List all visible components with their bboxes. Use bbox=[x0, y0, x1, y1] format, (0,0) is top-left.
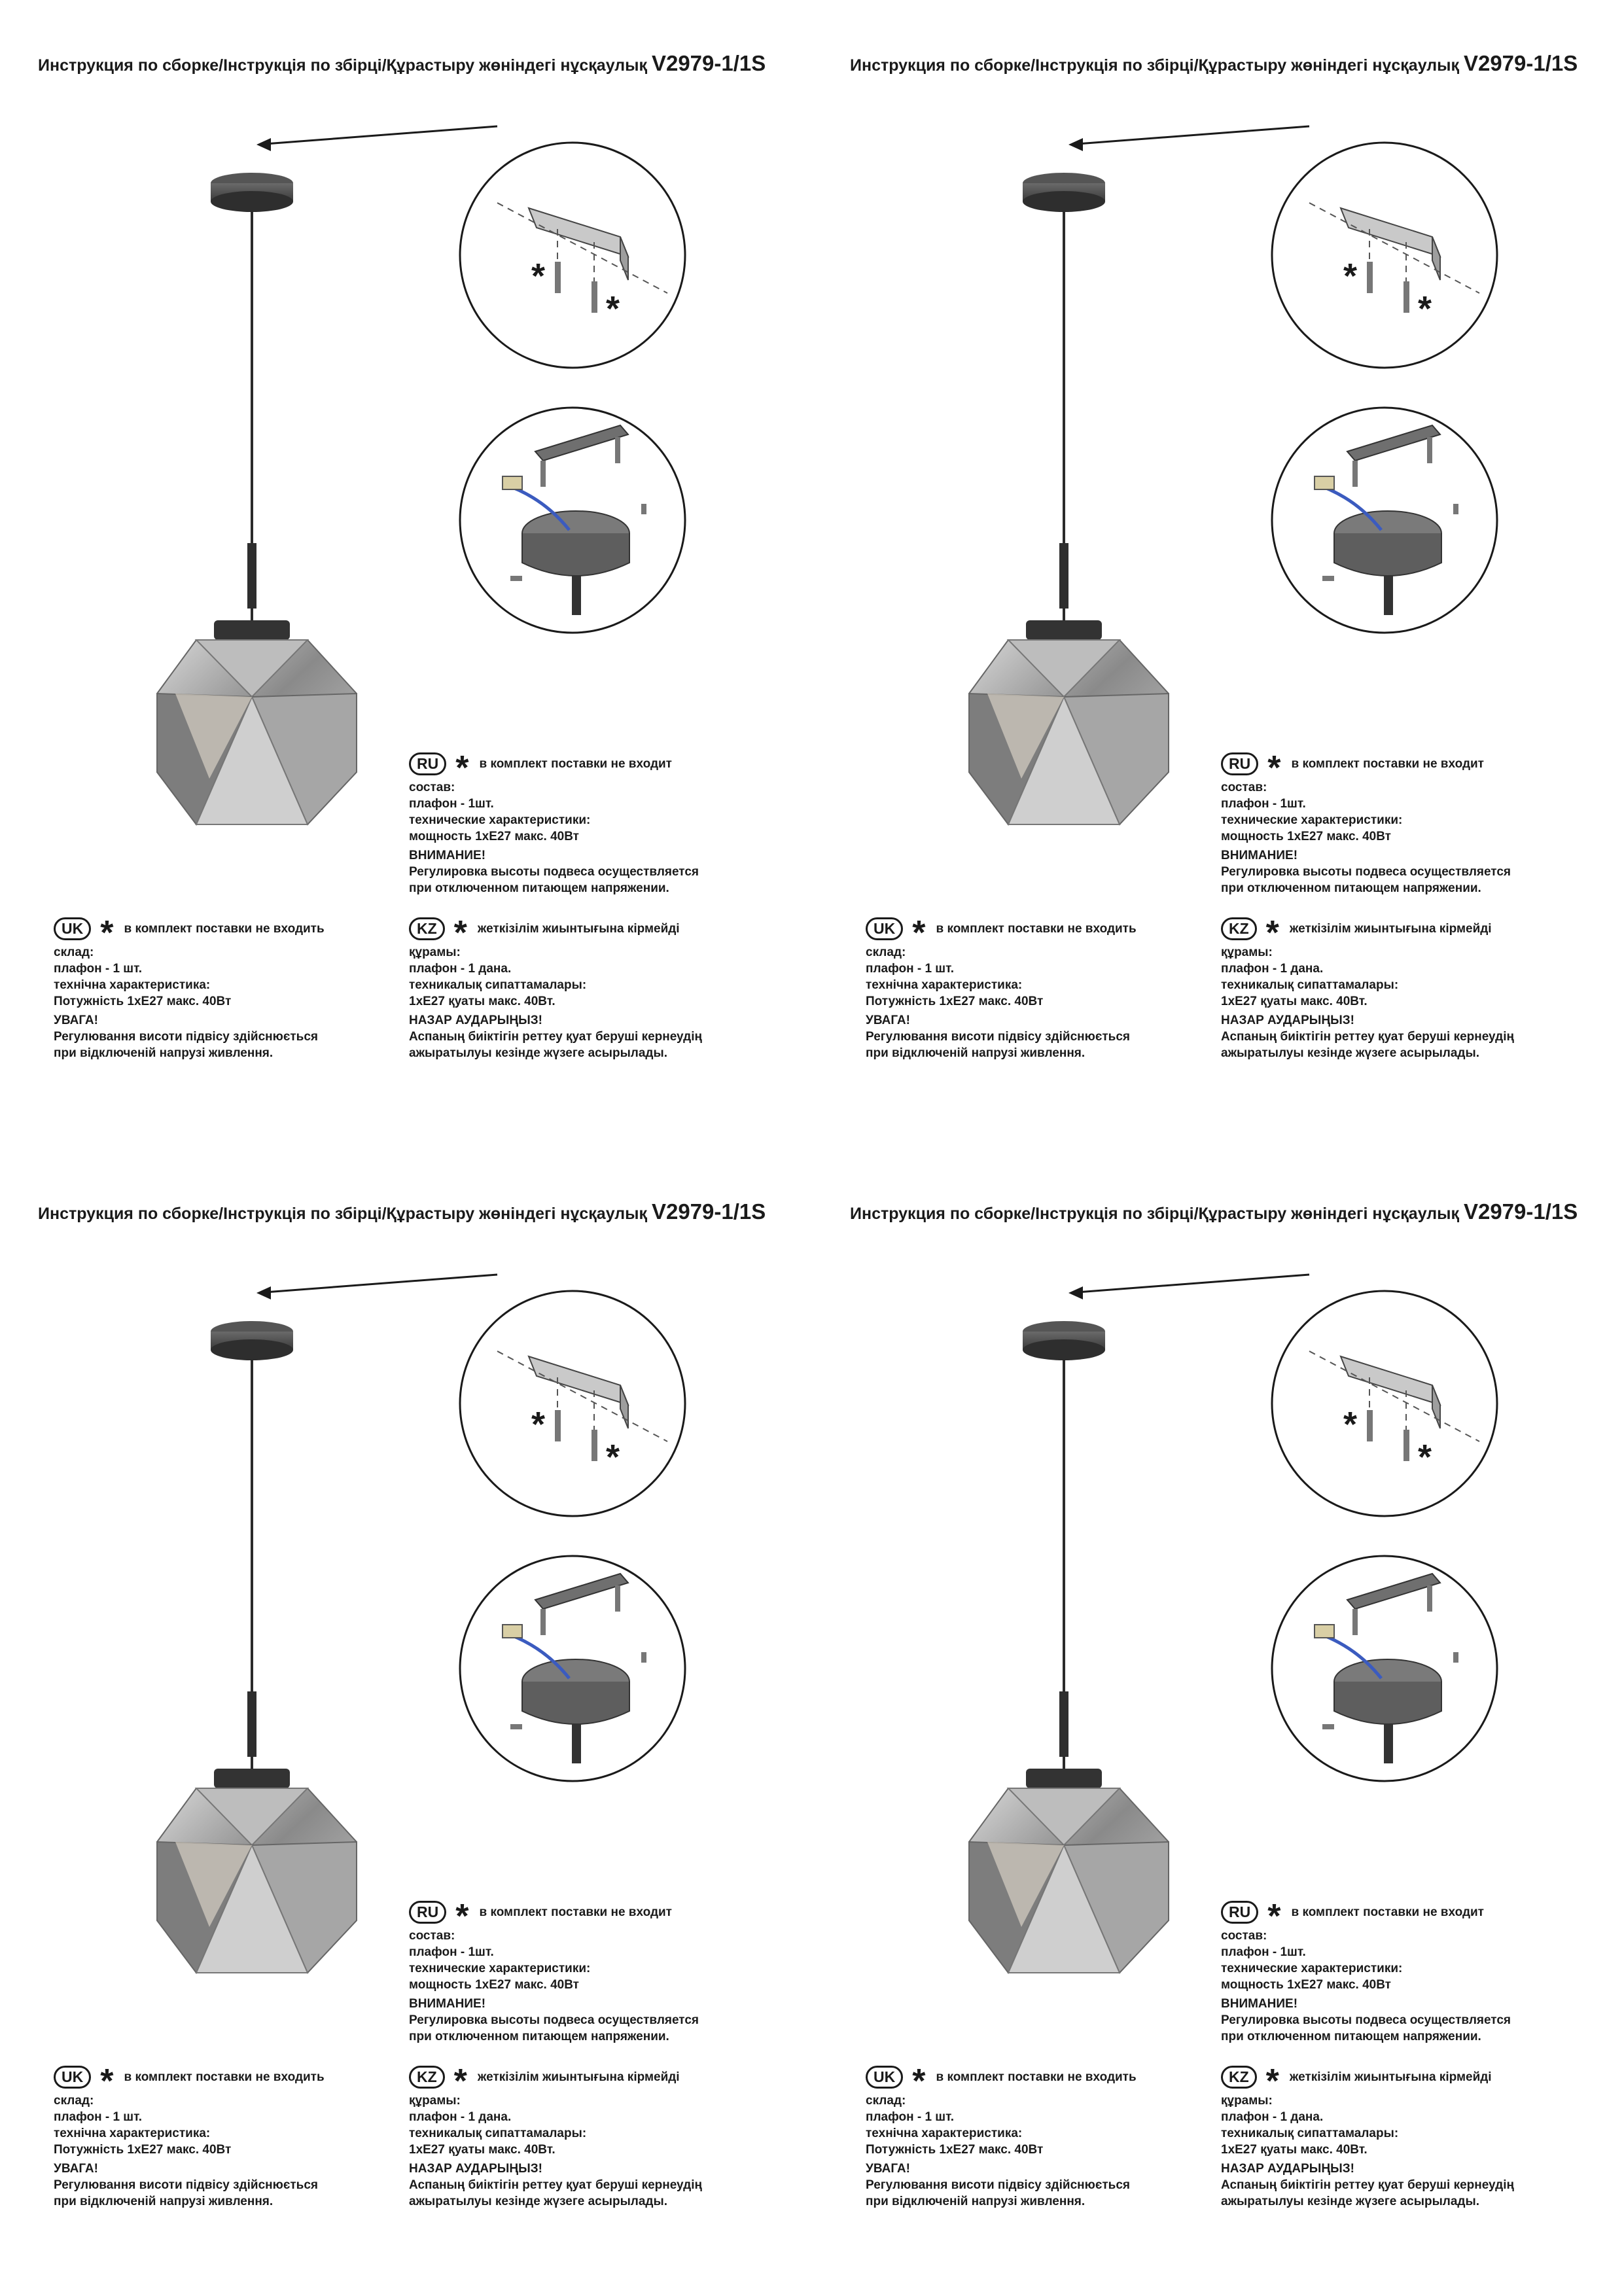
kz-section bbox=[1221, 2062, 1514, 2210]
kz-line: ажыратылуы кезінде жүзеге асырылады. bbox=[1221, 2195, 1479, 2208]
ru-line: плафон - 1шт. bbox=[409, 1945, 494, 1959]
kz-line: плафон - 1 дана. bbox=[1221, 2110, 1324, 2124]
uk-language-badge: UK bbox=[54, 917, 91, 940]
kz-line: Аспаның биіктігін реттеу қуат беруші кернеудің bbox=[409, 1030, 702, 1044]
uk-line: склад: bbox=[54, 945, 94, 959]
kz-line: плафон - 1 дана. bbox=[409, 2110, 512, 2124]
kz-line: ажыратылуы кезінде жүзеге асырылады. bbox=[409, 2195, 667, 2208]
ru-not-included-note: в комплект поставки не входит bbox=[1291, 1905, 1484, 1919]
uk-language-badge: UK bbox=[866, 2066, 903, 2089]
asterisk-icon: * bbox=[455, 1897, 469, 1935]
ru-section bbox=[1221, 749, 1511, 896]
kz-warning: НАЗАР АУДАРЫҢЫЗ! bbox=[1221, 2162, 1354, 2176]
uk-line: технічна характеристика: bbox=[54, 2127, 211, 2140]
uk-section bbox=[54, 2062, 325, 2210]
ru-language-badge: RU bbox=[1221, 1901, 1258, 1924]
asterisk-icon: * bbox=[1267, 1897, 1281, 1935]
instruction-panel-3 bbox=[0, 1148, 812, 2296]
uk-warning: УВАГА! bbox=[54, 1014, 98, 1027]
uk-line: Регулювання висоти підвісу здійснюється bbox=[54, 1030, 318, 1044]
ru-line: Регулировка высоты подвеса осуществляется bbox=[1221, 2013, 1511, 2027]
kz-line: 1хЕ27 қуаты макс. 40Вт. bbox=[1221, 2143, 1368, 2157]
kz-language-badge: KZ bbox=[409, 2066, 445, 2089]
kz-line: ажыратылуы кезінде жүзеге асырылады. bbox=[1221, 1046, 1479, 1060]
ru-line: плафон - 1шт. bbox=[1221, 797, 1306, 811]
uk-line: плафон - 1 шт. bbox=[866, 2110, 955, 2124]
asterisk-icon: * bbox=[912, 2062, 926, 2100]
uk-warning: УВАГА! bbox=[866, 2162, 910, 2176]
ru-language-badge: RU bbox=[409, 1901, 446, 1924]
asterisk-icon: * bbox=[1265, 913, 1279, 952]
title-text: Инструкция по сборке/Інструкція по збірці/Құрастыру жөніндегі нұсқаулық bbox=[850, 1205, 1460, 1223]
ru-line: плафон - 1шт. bbox=[1221, 1945, 1306, 1959]
model-number: V2979-1/1S bbox=[651, 51, 766, 75]
ru-line: Регулировка высоты подвеса осуществляется bbox=[1221, 865, 1511, 879]
kz-language-badge: KZ bbox=[409, 917, 445, 940]
kz-line: құрамы: bbox=[409, 2094, 461, 2108]
model-number: V2979-1/1S bbox=[1463, 1199, 1578, 1224]
kz-warning: НАЗАР АУДАРЫҢЫЗ! bbox=[409, 2162, 542, 2176]
ru-section bbox=[1221, 1897, 1511, 2045]
kz-line: ажыратылуы кезінде жүзеге асырылады. bbox=[409, 1046, 667, 1060]
model-number: V2979-1/1S bbox=[651, 1199, 766, 1224]
instruction-panel-1 bbox=[0, 0, 812, 1148]
uk-line: при відключеній напрузі живлення. bbox=[54, 1046, 274, 1060]
uk-line: плафон - 1 шт. bbox=[866, 962, 955, 976]
ru-language-badge: RU bbox=[1221, 752, 1258, 775]
ru-not-included-note: в комплект поставки не входит bbox=[479, 757, 672, 771]
asterisk-icon: * bbox=[453, 2062, 467, 2100]
ru-line: мощность 1хЕ27 макс. 40Вт bbox=[409, 1978, 579, 1992]
uk-line: склад: bbox=[866, 945, 906, 959]
kz-language-badge: KZ bbox=[1221, 917, 1257, 940]
uk-line: технічна характеристика: bbox=[866, 978, 1023, 992]
kz-line: 1хЕ27 қуаты макс. 40Вт. bbox=[1221, 995, 1368, 1008]
kz-section bbox=[409, 913, 702, 1061]
kz-line: құрамы: bbox=[1221, 945, 1273, 959]
kz-not-included-note: жеткізілім жиынтығына кірмейді bbox=[477, 2070, 680, 2084]
ru-line: при отключенном питающем напряжении. bbox=[1221, 2030, 1481, 2043]
ru-not-included-note: в комплект поставки не входит bbox=[1291, 757, 1484, 771]
uk-line: Потужність 1хЕ27 макс. 40Вт bbox=[54, 2143, 232, 2157]
kz-line: плафон - 1 дана. bbox=[1221, 962, 1324, 976]
uk-line: Регулювання висоти підвісу здійснюється bbox=[866, 2178, 1130, 2192]
ru-line: состав: bbox=[1221, 781, 1267, 794]
kz-line: құрамы: bbox=[1221, 2094, 1273, 2108]
uk-not-included-note: в комплект поставки не входить bbox=[124, 922, 325, 936]
ru-line: технические характеристики: bbox=[409, 1962, 591, 1975]
asterisk-icon: * bbox=[100, 913, 114, 952]
title-text: Инструкция по сборке/Інструкція по збірці/Құрастыру жөніндегі нұсқаулық bbox=[850, 56, 1460, 75]
uk-line: плафон - 1 шт. bbox=[54, 962, 143, 976]
uk-line: при відключеній напрузі живлення. bbox=[54, 2195, 274, 2208]
uk-language-badge: UK bbox=[54, 2066, 91, 2089]
kz-language-badge: KZ bbox=[1221, 2066, 1257, 2089]
uk-warning: УВАГА! bbox=[866, 1014, 910, 1027]
kz-line: құрамы: bbox=[409, 945, 461, 959]
kz-warning: НАЗАР АУДАРЫҢЫЗ! bbox=[409, 1014, 542, 1027]
uk-line: при відключеній напрузі живлення. bbox=[866, 1046, 1086, 1060]
model-number: V2979-1/1S bbox=[1463, 51, 1578, 75]
uk-section bbox=[866, 913, 1137, 1061]
uk-section bbox=[54, 913, 325, 1061]
ru-line: при отключенном питающем напряжении. bbox=[409, 2030, 669, 2043]
ru-not-included-note: в комплект поставки не входит bbox=[479, 1905, 672, 1919]
ru-line: состав: bbox=[1221, 1929, 1267, 1943]
ru-line: Регулировка высоты подвеса осуществляется bbox=[409, 2013, 699, 2027]
uk-line: склад: bbox=[866, 2094, 906, 2108]
kz-line: плафон - 1 дана. bbox=[409, 962, 512, 976]
kz-line: Аспаның биіктігін реттеу қуат беруші кернеудің bbox=[1221, 1030, 1514, 1044]
instruction-panel-2 bbox=[812, 0, 1624, 1148]
uk-line: Регулювання висоти підвісу здійснюється bbox=[866, 1030, 1130, 1044]
ru-line: мощность 1хЕ27 макс. 40Вт bbox=[1221, 1978, 1391, 1992]
ru-line: состав: bbox=[409, 781, 455, 794]
ru-warning: ВНИМАНИЕ! bbox=[1221, 849, 1298, 862]
uk-line: Потужність 1хЕ27 макс. 40Вт bbox=[866, 2143, 1044, 2157]
kz-section bbox=[1221, 913, 1514, 1061]
uk-line: Потужність 1хЕ27 макс. 40Вт bbox=[866, 995, 1044, 1008]
kz-line: техникалық сипаттамалары: bbox=[409, 2127, 587, 2140]
ru-line: Регулировка высоты подвеса осуществляется bbox=[409, 865, 699, 879]
uk-line: технічна характеристика: bbox=[54, 978, 211, 992]
kz-warning: НАЗАР АУДАРЫҢЫЗ! bbox=[1221, 1014, 1354, 1027]
kz-not-included-note: жеткізілім жиынтығына кірмейді bbox=[1289, 2070, 1492, 2084]
uk-not-included-note: в комплект поставки не входить bbox=[936, 922, 1137, 936]
asterisk-icon: * bbox=[455, 749, 469, 787]
uk-not-included-note: в комплект поставки не входить bbox=[936, 2070, 1137, 2084]
kz-line: Аспаның биіктігін реттеу қуат беруші кернеудің bbox=[1221, 2178, 1514, 2192]
ru-line: технические характеристики: bbox=[409, 813, 591, 827]
ru-line: технические характеристики: bbox=[1221, 1962, 1403, 1975]
ru-section bbox=[409, 1897, 699, 2045]
asterisk-icon: * bbox=[100, 2062, 114, 2100]
ru-line: при отключенном питающем напряжении. bbox=[409, 881, 669, 895]
uk-line: технічна характеристика: bbox=[866, 2127, 1023, 2140]
asterisk-icon: * bbox=[1267, 749, 1281, 787]
ru-warning: ВНИМАНИЕ! bbox=[1221, 1997, 1298, 2011]
asterisk-icon: * bbox=[912, 913, 926, 952]
uk-line: плафон - 1 шт. bbox=[54, 2110, 143, 2124]
title-text: Инструкция по сборке/Інструкція по збірці/Құрастыру жөніндегі нұсқаулық bbox=[38, 56, 648, 75]
ru-line: плафон - 1шт. bbox=[409, 797, 494, 811]
kz-line: техникалық сипаттамалары: bbox=[1221, 978, 1399, 992]
ru-line: мощность 1хЕ27 макс. 40Вт bbox=[409, 830, 579, 843]
ru-line: при отключенном питающем напряжении. bbox=[1221, 881, 1481, 895]
ru-warning: ВНИМАНИЕ! bbox=[409, 849, 486, 862]
instruction-panel-4 bbox=[812, 1148, 1624, 2296]
uk-not-included-note: в комплект поставки не входить bbox=[124, 2070, 325, 2084]
title-text: Инструкция по сборке/Інструкція по збірці/Құрастыру жөніндегі нұсқаулық bbox=[38, 1205, 648, 1223]
ru-section bbox=[409, 749, 699, 896]
uk-line: Потужність 1хЕ27 макс. 40Вт bbox=[54, 995, 232, 1008]
kz-line: Аспаның биіктігін реттеу қуат беруші кернеудің bbox=[409, 2178, 702, 2192]
kz-line: 1хЕ27 қуаты макс. 40Вт. bbox=[409, 2143, 556, 2157]
uk-section bbox=[866, 2062, 1137, 2210]
ru-line: технические характеристики: bbox=[1221, 813, 1403, 827]
ru-language-badge: RU bbox=[409, 752, 446, 775]
ru-line: мощность 1хЕ27 макс. 40Вт bbox=[1221, 830, 1391, 843]
kz-line: техникалық сипаттамалары: bbox=[409, 978, 587, 992]
uk-line: склад: bbox=[54, 2094, 94, 2108]
kz-not-included-note: жеткізілім жиынтығына кірмейді bbox=[477, 922, 680, 936]
kz-line: техникалық сипаттамалары: bbox=[1221, 2127, 1399, 2140]
kz-section bbox=[409, 2062, 702, 2210]
kz-not-included-note: жеткізілім жиынтығына кірмейді bbox=[1289, 922, 1492, 936]
kz-line: 1хЕ27 қуаты макс. 40Вт. bbox=[409, 995, 556, 1008]
asterisk-icon: * bbox=[453, 913, 467, 952]
uk-warning: УВАГА! bbox=[54, 2162, 98, 2176]
ru-line: состав: bbox=[409, 1929, 455, 1943]
uk-language-badge: UK bbox=[866, 917, 903, 940]
asterisk-icon: * bbox=[1265, 2062, 1279, 2100]
uk-line: при відключеній напрузі живлення. bbox=[866, 2195, 1086, 2208]
ru-warning: ВНИМАНИЕ! bbox=[409, 1997, 486, 2011]
uk-line: Регулювання висоти підвісу здійснюється bbox=[54, 2178, 318, 2192]
